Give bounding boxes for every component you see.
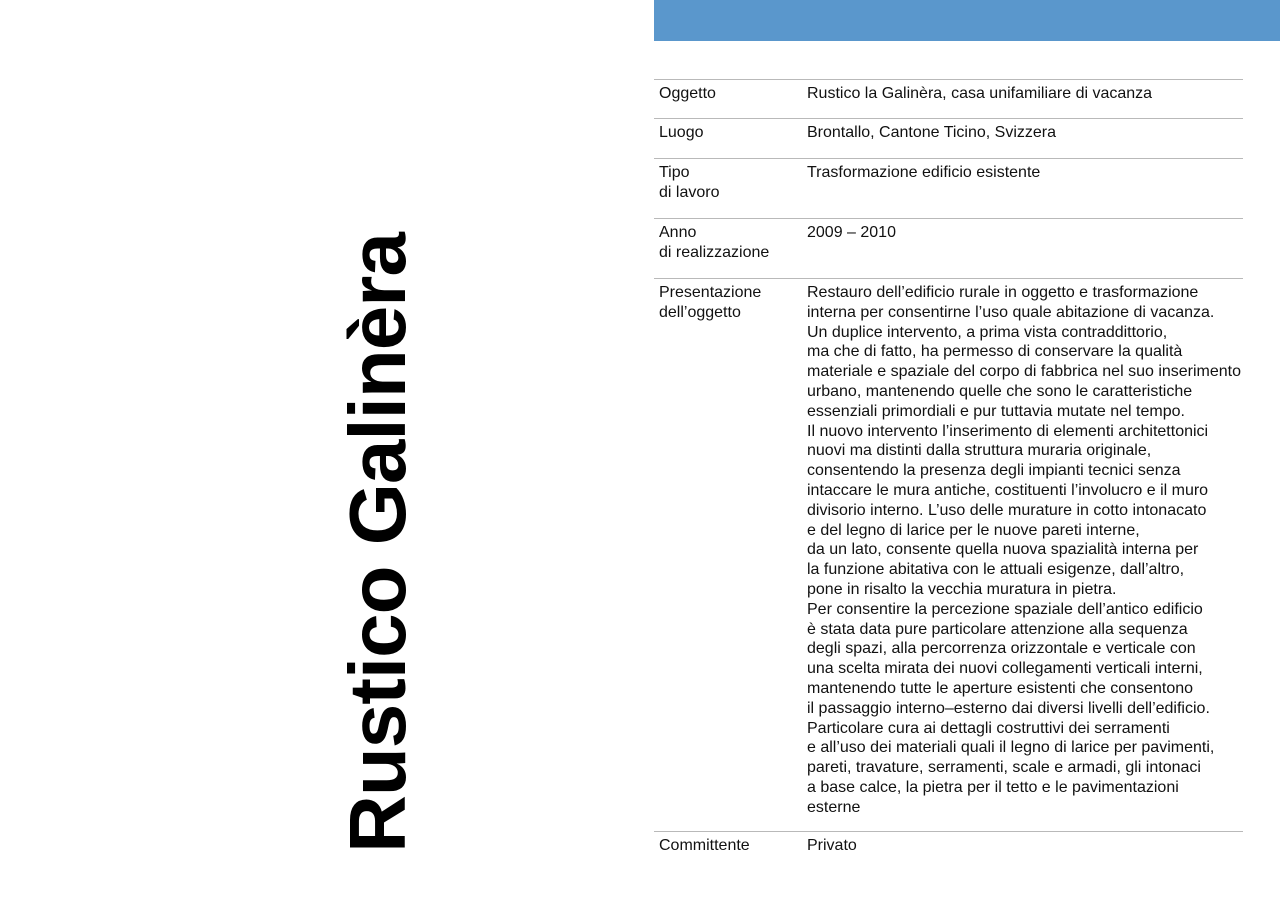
value-presentazione-oggetto — [807, 283, 1243, 823]
label-oggetto: Oggetto — [659, 85, 716, 102]
label-line: di lavoro — [659, 183, 720, 201]
project-info-table — [654, 79, 1243, 871]
label-presentazione-oggetto — [654, 283, 807, 823]
description-line: da un lato, consente quella nuova spazialità interna per — [807, 541, 1199, 559]
description-line: Per consentire la percezione spaziale dell’antico edificio — [807, 600, 1203, 618]
description-line: consentendo la presenza degli impianti tecnici senza — [807, 462, 1181, 480]
description-line: nuovi ma distinti dalla struttura muraria originale, — [807, 442, 1152, 460]
description-line: degli spazi, alla percorrenza orizzontale e verticale con — [807, 640, 1196, 658]
description-line: essenziali primordiali e pur tuttavia mutate nel tempo. — [807, 402, 1185, 420]
row-oggetto — [654, 79, 1243, 118]
description-line: esterne — [807, 798, 861, 816]
description-line: intaccare le mura antiche, costituenti l’involucro e il muro — [807, 481, 1209, 499]
label-line: Tipo — [659, 164, 690, 181]
description-line: Particolare cura ai dettagli costruttivi dei serramenti — [807, 719, 1170, 737]
description-line: una scelta mirata dei nuovi collegamenti verticali interni, — [807, 660, 1203, 678]
label-anno-di-realizzazione — [654, 223, 807, 270]
description-line: materiale e spaziale del corpo di fabbrica nel suo inserimento — [807, 363, 1242, 381]
description-line: mantenendo tutte le aperture esistenti che consentono — [807, 679, 1194, 697]
description-line: Un duplice intervento, a prima vista contraddittorio, — [807, 323, 1168, 341]
value-tipo-di-lavoro: Trasformazione edificio esistente — [807, 164, 1041, 181]
vertical-project-title: Rustico Galinèra — [333, 233, 422, 853]
value-luogo: Brontallo, Cantone Ticino, Svizzera — [807, 124, 1057, 141]
description-line: pareti, travature, serramenti, scale e armadi, gli intonaci — [807, 759, 1201, 777]
description-line: il passaggio interno–esterno dai diversi livelli dell’edificio. — [807, 699, 1210, 717]
row-anno-di-realizzazione — [654, 218, 1243, 278]
label-line: dell’oggetto — [659, 303, 741, 321]
value-committente: Privato — [807, 837, 857, 854]
description-line: Restauro dell’edificio rurale in oggetto e trasformazione — [807, 284, 1199, 301]
value-oggetto: Rustico la Galinèra, casa unifamiliare di vacanza — [807, 85, 1153, 102]
description-line: è stata data pure particolare attenzione alla sequenza — [807, 620, 1188, 638]
row-tipo-di-lavoro — [654, 158, 1243, 218]
label-tipo-di-lavoro — [654, 163, 807, 210]
description-line: la funzione abitativa con le attuali esigenze, dall’altro, — [807, 561, 1185, 579]
description-line: pone in risalto la vecchia muratura in pietra. — [807, 580, 1117, 598]
row-luogo — [654, 118, 1243, 158]
description-line: Il nuovo intervento l’inserimento di elementi architettonici — [807, 422, 1209, 440]
description-line: divisorio interno. L’uso delle murature in cotto intonacato — [807, 501, 1207, 519]
label-line: di realizzazione — [659, 243, 770, 261]
label-luogo: Luogo — [659, 124, 704, 141]
description-line: urbano, mantenendo quelle che sono le caratteristiche — [807, 382, 1193, 400]
row-committente — [654, 831, 1243, 871]
value-anno-di-realizzazione: 2009 – 2010 — [807, 224, 896, 241]
description-line: e all’uso dei materiali quali il legno di larice per pavimenti, — [807, 739, 1215, 757]
header-color-band — [654, 0, 1280, 41]
row-presentazione-oggetto — [654, 278, 1243, 831]
description-line: e del legno di larice per le nuove pareti interne, — [807, 521, 1140, 539]
label-line: Anno — [659, 224, 697, 241]
description-line: a base calce, la pietra per il tetto e le pavimentazioni — [807, 778, 1179, 796]
description-line: interna per consentirne l’uso quale abitazione di vacanza. — [807, 303, 1215, 321]
description-line: ma che di fatto, ha permesso di conservare la qualità — [807, 343, 1183, 361]
label-committente: Committente — [659, 837, 750, 854]
label-line: Presentazione — [659, 284, 762, 301]
